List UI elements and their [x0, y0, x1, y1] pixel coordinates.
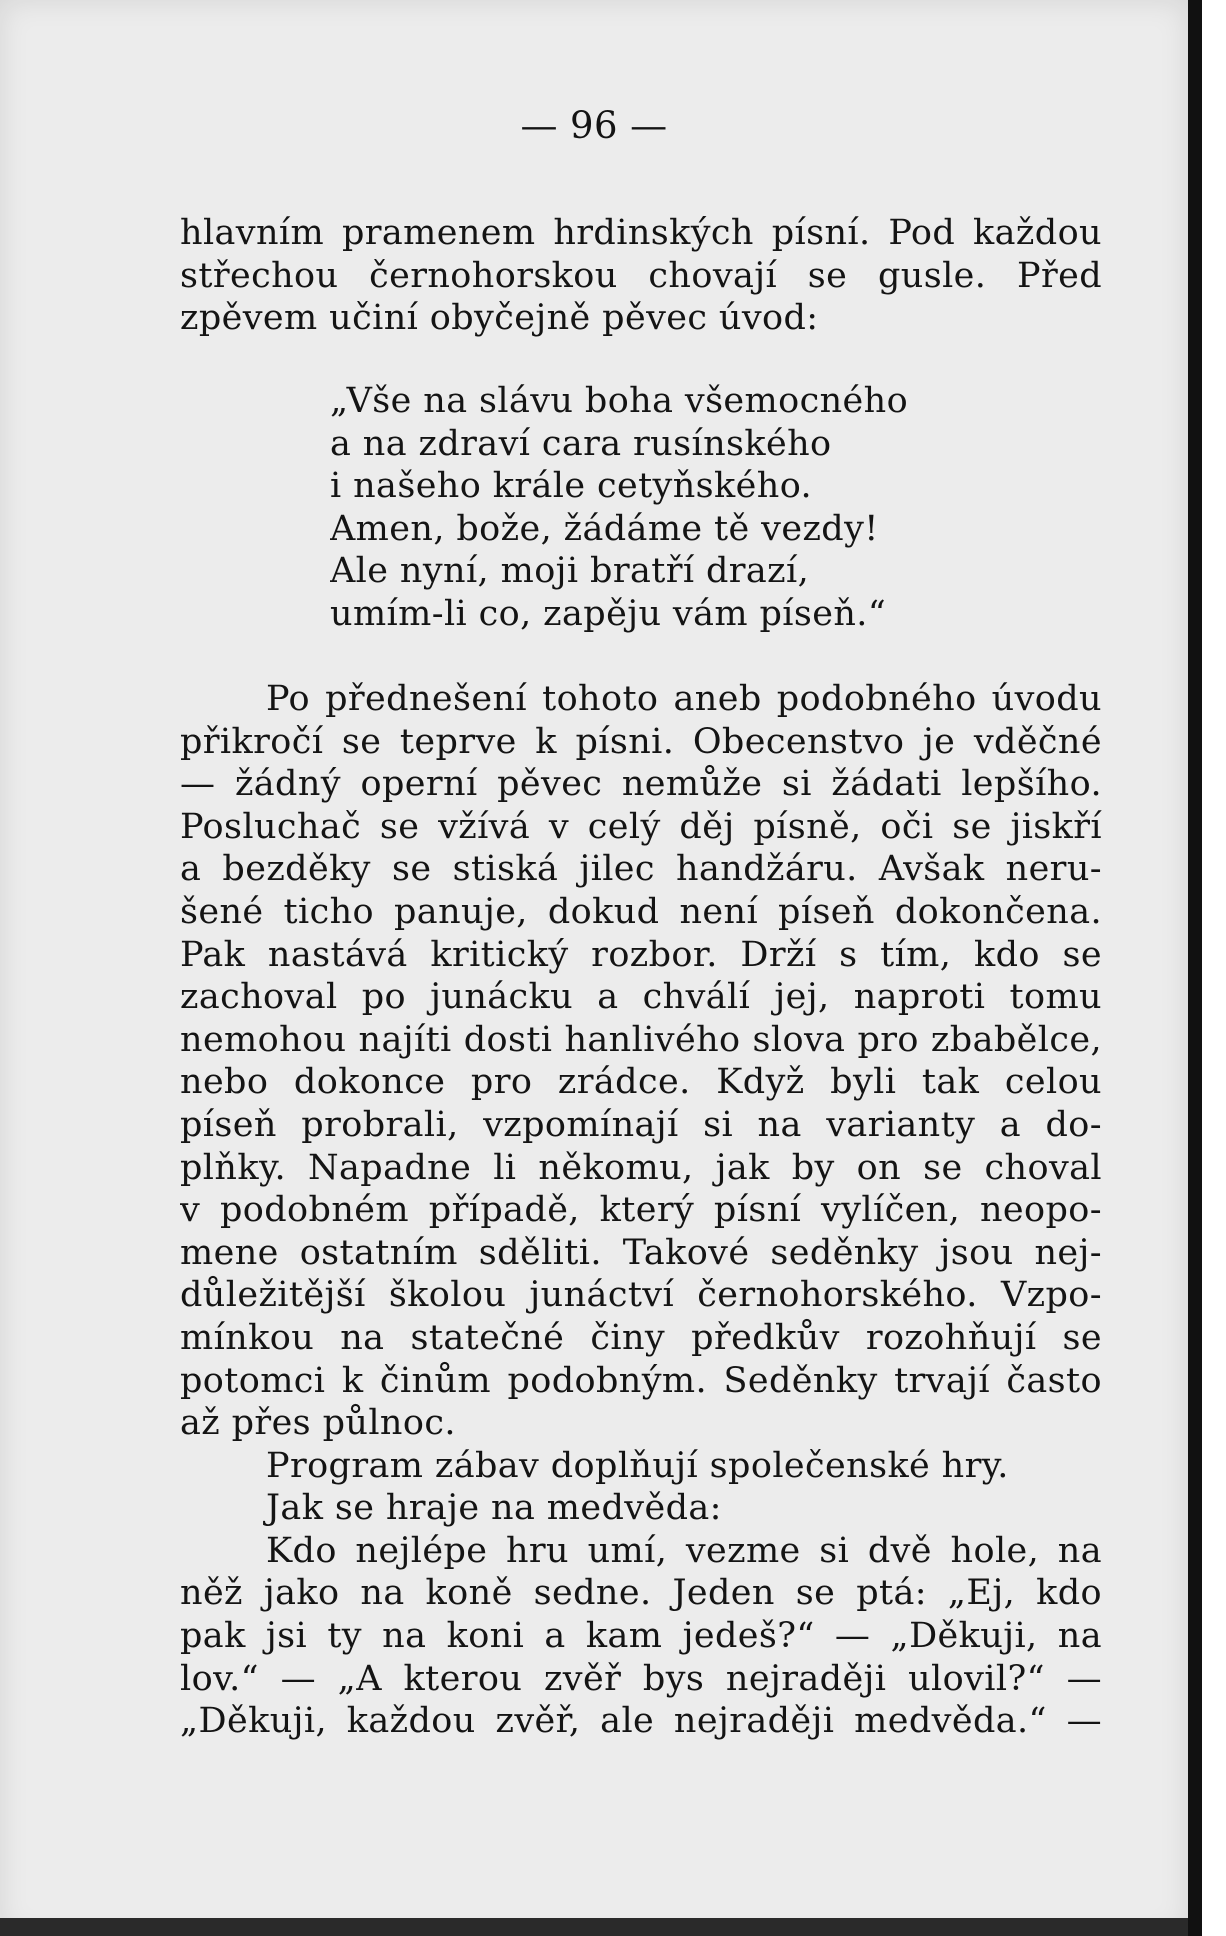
text-line: nemohou najíti dosti hanlivého slova pro zbabělce, [180, 1019, 1102, 1060]
text-line: Kdo nejlépe hru umí, vezme si dvě hole, na [266, 1530, 1102, 1571]
text-line: lov.“ — „A kterou zvěř bys nejraději ulovil?“ — [180, 1658, 1102, 1699]
text-line: pak jsi ty na koni a kam jedeš?“ — „Děkuji, na [180, 1616, 1102, 1657]
text-line: zachoval po junácku a chválí jej, naproti tomu [180, 977, 1102, 1018]
text-line: v podobném případě, který písní vylíčen, neopo- [180, 1190, 1102, 1231]
text-line: Jak se hraje na medvěda: [266, 1488, 722, 1529]
text-line: „Děkuji, každou zvěř, ale nejraději medvěda.“ — [180, 1701, 1102, 1742]
text-line: Program zábav doplňují společenské hry. [266, 1445, 1009, 1486]
text-line: něž jako na koně sedne. Jeden se ptá: „Ej, kdo [180, 1573, 1102, 1614]
text-line: plňky. Napadne li někomu, jak by on se choval [180, 1147, 1102, 1188]
scan-edge-bottom [0, 1918, 1188, 1936]
intro-paragraph [180, 212, 1102, 340]
text-line: střechou černohorskou chovají se gusle. Před [180, 255, 1102, 296]
page-number: — 96 — [520, 104, 668, 147]
text-line: šené ticho panuje, dokud není píseň dokončena. [180, 891, 1102, 932]
text-line: až přes půlnoc. [180, 1403, 456, 1444]
scan-edge-right [1188, 0, 1202, 1936]
poem-line: umím-li co, zapěju vám píseň.“ [330, 593, 887, 634]
poem-line: i našeho krále cetyňského. [330, 466, 813, 507]
text-line: píseň probrali, vzpomínají si na varianty a do- [180, 1104, 1102, 1145]
text-line: důležitější školou junáctví černohorského. Vzpo- [180, 1275, 1102, 1316]
poem-line: Ale nyní, moji bratří drazí, [330, 551, 810, 592]
text-line: Posluchač se vžívá v celý děj písně, oči se jiskří [180, 806, 1102, 847]
text-line: zpěvem učiní obyčejně pěvec úvod: [180, 298, 819, 339]
text-line: mene ostatním sděliti. Takové seděnky jsou nej- [180, 1232, 1102, 1273]
text-line: a bezděky se stiská jilec handžáru. Avšak neru- [180, 849, 1102, 890]
text-line: potomci k činům podobným. Seděnky trvají často [180, 1360, 1102, 1401]
text-line: přikročí se teprve k písni. Obecenstvo je vděčné [180, 721, 1102, 762]
poem-line: Amen, bože, žádáme tě vezdy! [330, 508, 879, 549]
text-line: — žádný operní pěvec nemůže si žádati lepšího. [180, 764, 1102, 805]
text-line: mínkou na statečné činy předkův rozohňují se [180, 1317, 1102, 1358]
poem-line: „Vše na slávu boha všemocného [330, 381, 909, 421]
text-line: hlavním pramenem hrdinských písní. Pod každou [180, 213, 1102, 253]
poem-line: a na zdraví cara rusínského [330, 423, 832, 464]
text-line: Po přednešení tohoto aneb podobného úvodu [266, 679, 1102, 719]
text-line: Pak nastává kritický rozbor. Drží s tím, kdo se [180, 934, 1102, 975]
text-line: nebo dokonce pro zrádce. Když byli tak celou [180, 1062, 1102, 1103]
body-text [180, 678, 1102, 1743]
poem [330, 380, 908, 636]
